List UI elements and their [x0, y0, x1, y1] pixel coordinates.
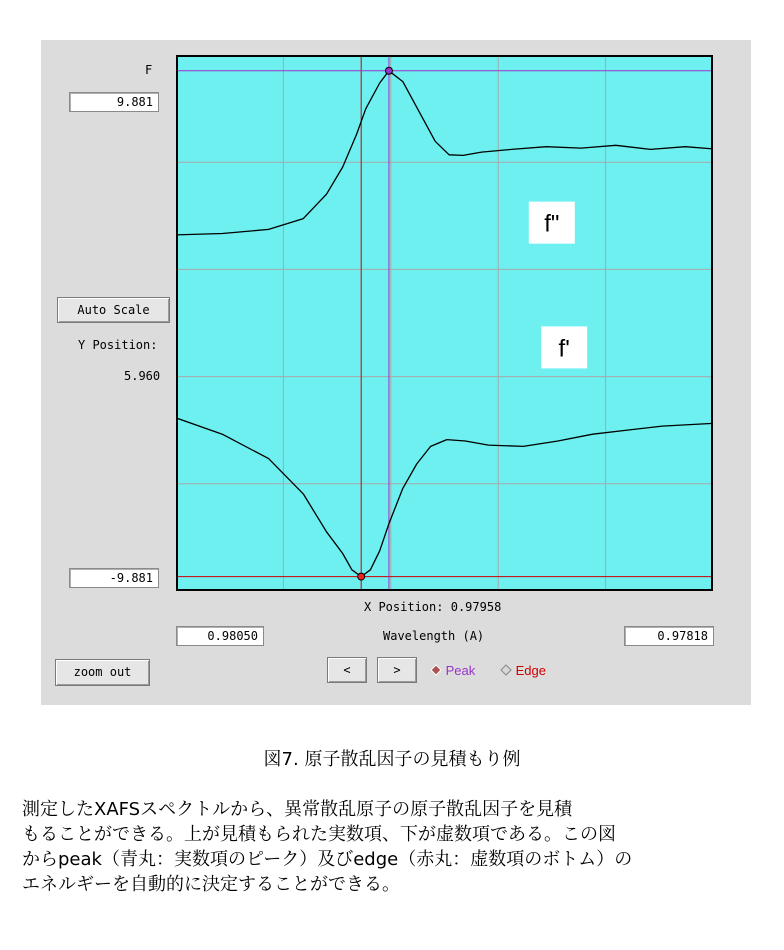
prev-button[interactable]: <: [327, 657, 367, 683]
y-min-field[interactable]: -9.881: [69, 568, 159, 588]
x-axis-label: Wavelength (A): [383, 629, 485, 643]
y-max-field[interactable]: 9.881: [69, 92, 159, 112]
edge-radio[interactable]: [500, 663, 546, 678]
peak-label: Peak: [445, 663, 476, 678]
y-position-label: Y Position:: [78, 338, 158, 352]
description: [22, 797, 772, 897]
description-line: エネルギーを自動的に決定することができる。: [22, 874, 400, 895]
next-button[interactable]: >: [377, 657, 417, 683]
description-line: 測定したXAFSスペクトルから、異常散乱原子の原子散乱因子を見積: [22, 799, 573, 820]
f-prime-label: [541, 326, 587, 368]
x-left-field[interactable]: 0.98050: [176, 626, 264, 646]
figure-caption: 図7. 原子散乱因子の見積もり例: [263, 749, 521, 770]
description-line: もることができる。上が見積もられた実数項、下が虚数項である。この図: [22, 824, 616, 845]
zoom-out-button[interactable]: zoom out: [55, 659, 150, 686]
peak-diamond-icon: [430, 664, 442, 676]
plot-background: [176, 55, 713, 591]
f-double-prime-label-text: f": [544, 210, 560, 238]
x-position-label: X Position:: [364, 600, 444, 614]
y-axis-name: F: [145, 63, 153, 77]
plot-area[interactable]: [176, 55, 713, 591]
peak-marker: [385, 67, 392, 74]
edge-marker: [358, 573, 365, 580]
x-position-value: 0.97958: [450, 600, 502, 614]
auto-scale-button[interactable]: Auto Scale: [57, 297, 170, 323]
x-right-field[interactable]: 0.97818: [624, 626, 714, 646]
x-position-readout: [364, 600, 501, 614]
peak-radio[interactable]: [430, 663, 475, 678]
edge-label: Edge: [515, 663, 546, 678]
f-double-prime-label: [529, 202, 575, 244]
y-position-value: 5.960: [124, 369, 161, 383]
f-prime-label-text: f': [558, 335, 570, 363]
description-line: からpeak（青丸：実数項のピーク）及びedge（赤丸：虚数項のボトム）の: [22, 849, 633, 870]
edge-diamond-icon: [500, 664, 512, 676]
